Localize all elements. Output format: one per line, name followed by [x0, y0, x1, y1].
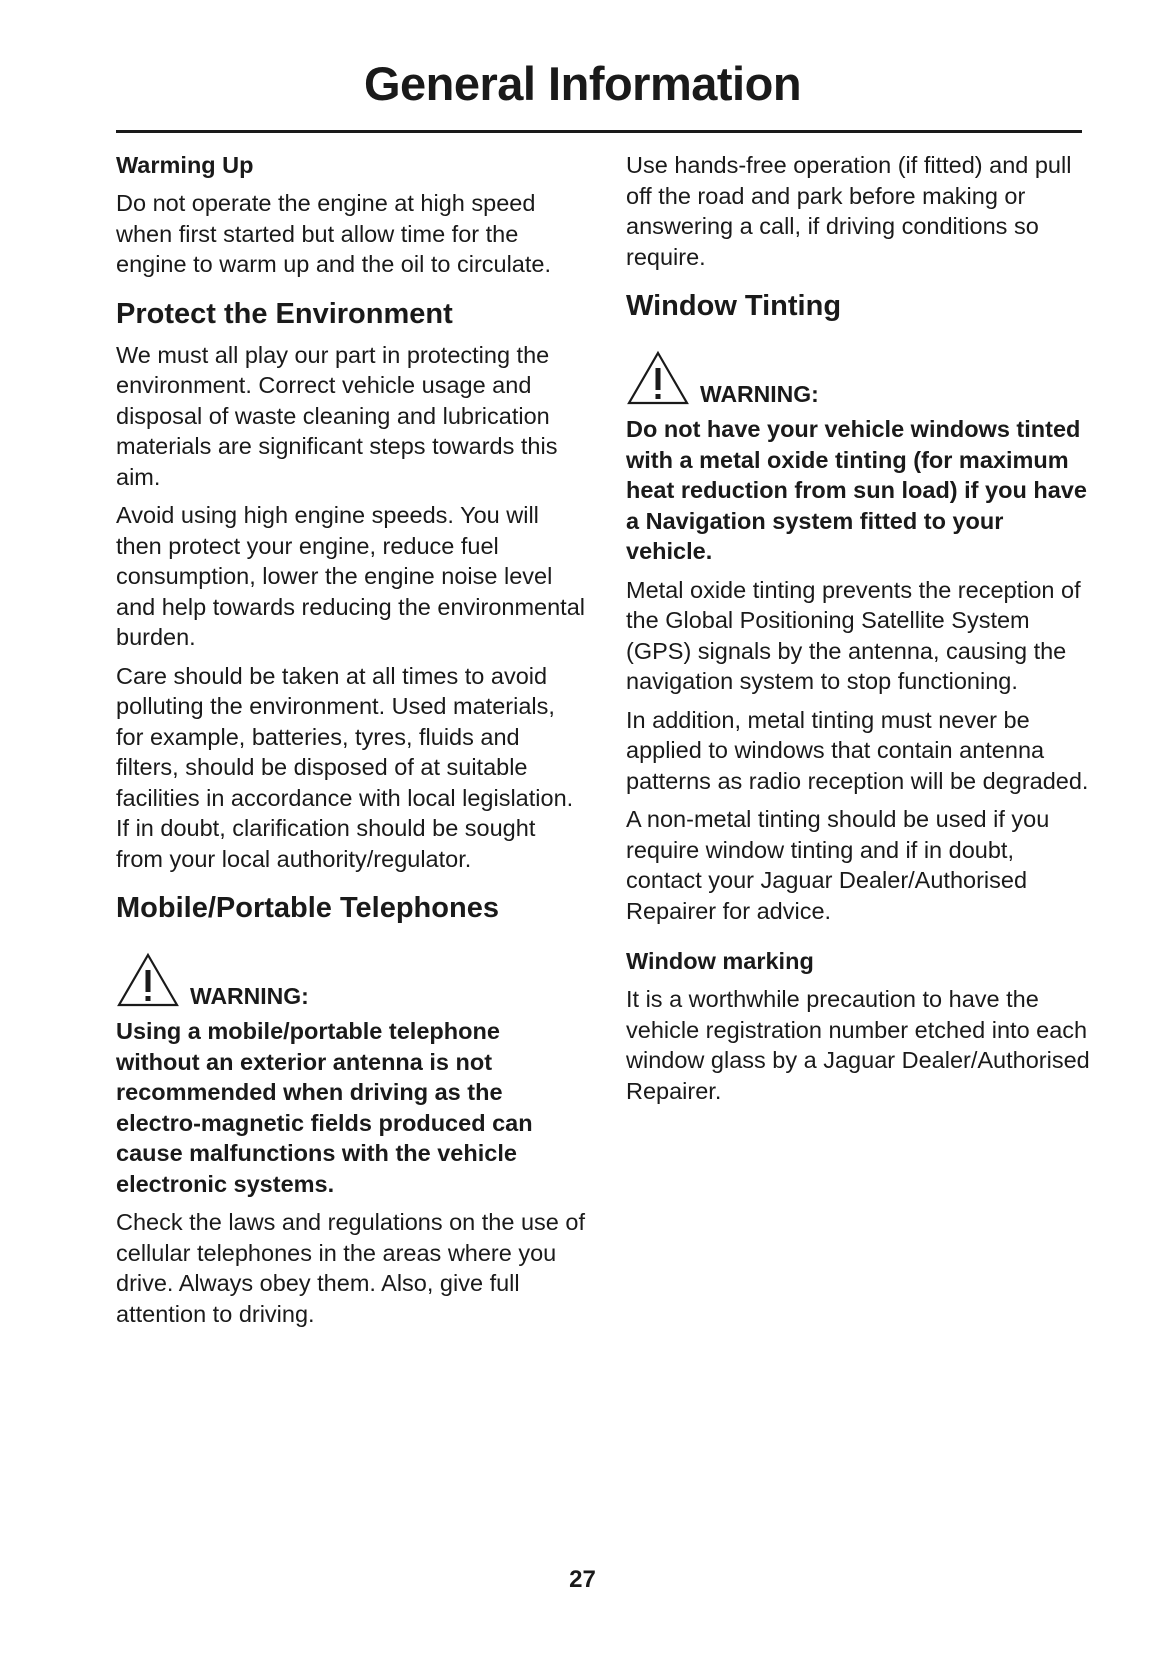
warning-triangle-icon: [626, 350, 690, 406]
warning-label: WARNING:: [700, 381, 819, 407]
telephones-continued-paragraph: Use hands-free operation (if fitted) and pull off the road and park before making or answering a call, if driving conditions so require.: [626, 152, 1072, 270]
warning-label: WARNING:: [190, 983, 309, 1009]
left-column: [116, 150, 586, 1337]
tinting-paragraph-2: In addition, metal tinting must never be applied to windows that contain antenna patterns as radio reception will be degraded.: [626, 706, 1089, 794]
tinting-warning-header: [626, 350, 1091, 406]
page-title: General Information: [363, 57, 802, 110]
environment-heading: Protect the Environment: [116, 297, 453, 330]
telephones-paragraph-1: Check the laws and regulations on the use of cellular telephones in the areas where you drive. Always obey them. Also, give full attention to driving.: [116, 1209, 585, 1327]
tinting-paragraph-3: A non-metal tinting should be used if you require window tinting and if in doubt, contact your Jaguar Dealer/Authorised Repairer for advice.: [626, 806, 1050, 924]
tinting-paragraph-1: Metal oxide tinting prevents the reception of the Global Positioning Satellite System (GPS) signals by the antenna, causing the navigation system to stop functioning.: [626, 576, 1081, 694]
window-marking-heading: Window marking: [626, 948, 814, 974]
title-divider: [116, 130, 1082, 133]
warning-triangle-icon: [116, 952, 180, 1008]
tinting-warning-text: Do not have your vehicle windows tinted with a metal oxide tinting (for maximum heat reduction from sun load) if you have a Navigation system fitted to your vehicle.: [626, 416, 1087, 564]
warming-up-heading: Warming Up: [116, 152, 254, 178]
window-tinting-heading: Window Tinting: [626, 290, 842, 322]
warming-up-body: Do not operate the engine at high speed when first started but allow time for the engine to warm up and the oil to circulate.: [116, 190, 552, 277]
environment-paragraph-2: Avoid using high engine speeds. You will then protect your engine, reduce fuel consumption, lower the engine noise level and help towards reducing the environmental burden.: [116, 502, 585, 650]
page-number: 27: [569, 1566, 596, 1593]
environment-paragraph-1: We must all play our part in protecting the environment. Correct vehicle usage and disposal of waste cleaning and lubrication materials are significant steps towards this aim.: [116, 341, 558, 490]
telephones-warning-text: Using a mobile/portable telephone without an exterior antenna is not recommended when driving as the electro-magnetic fields produced can cause malfunctions with the vehicle electronic systems.: [116, 1018, 533, 1197]
telephones-heading: Mobile/Portable Telephones: [116, 892, 499, 924]
environment-paragraph-3: Care should be taken at all times to avoid polluting the environment. Used materials, for example, batteries, tyres, fluids and filters, should be disposed of at suitable facilities in accordance with local legislation. If in doubt, clarification should be sought from your local authority/regulator.: [116, 662, 574, 872]
window-marking-body: It is a worthwhile precaution to have the vehicle registration number etched into each window glass by a Jaguar Dealer/Authorised Repairer.: [626, 986, 1090, 1104]
right-column: [626, 150, 1091, 1114]
telephones-warning-header: [116, 952, 586, 1008]
